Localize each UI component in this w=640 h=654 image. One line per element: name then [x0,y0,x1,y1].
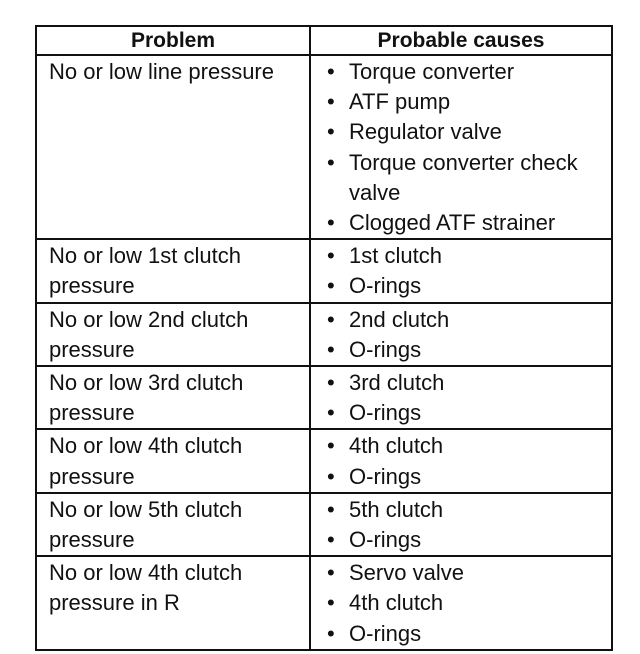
problem-cell: No or low 2nd clutch pressure [36,303,310,366]
cause-item [327,588,607,618]
cause-text: O-rings [349,336,422,362]
bullet-icon: • [327,496,335,522]
cause-item [327,495,607,525]
bullet-icon: • [327,306,335,332]
cause-text: 2nd clutch [349,306,450,332]
table-row [36,429,612,492]
cause-text: O-rings [349,400,422,426]
cause-text: 4th clutch [349,590,444,616]
bullet-icon: • [327,560,335,586]
problem-cell: No or low 4th clutch pressure in R [36,556,310,650]
bullet-icon: • [327,149,335,175]
cause-list [327,368,607,428]
table-row [36,366,612,429]
bullet-icon: • [327,527,335,553]
cause-item [327,335,607,365]
bullet-icon: • [327,620,335,646]
bullet-icon: • [327,370,335,396]
cause-item [327,241,607,271]
header-row [36,26,612,55]
causes-cell [310,55,612,239]
causes-cell [310,303,612,366]
cause-text: Servo valve [349,560,464,586]
table-row [36,239,612,302]
cause-item [327,117,607,147]
cause-text: 5th clutch [349,496,444,522]
causes-cell [310,366,612,429]
cause-text: O-rings [349,273,422,299]
cause-text: Torque converter [349,59,515,84]
table-row [36,303,612,366]
cause-text: 3rd clutch [349,370,445,396]
bullet-icon: • [327,336,335,362]
cause-list [327,57,607,238]
cause-item [327,208,607,238]
cause-item [327,525,607,555]
cause-item [327,619,607,649]
cause-list [327,495,607,555]
causes-cell [310,429,612,492]
bullet-icon: • [327,243,335,269]
table-row [36,55,612,239]
cause-text: Regulator valve [349,119,502,145]
problem-cell: No or low 5th clutch pressure [36,493,310,556]
bullet-icon: • [327,89,335,115]
cause-list [327,558,607,649]
table-row [36,493,612,556]
cause-item [327,558,607,588]
bullet-icon: • [327,119,335,145]
cause-text: O-rings [349,463,422,489]
cause-text: 4th clutch [349,433,444,459]
cause-text: 1st clutch [349,243,442,269]
problem-cell: No or low 4th clutch pressure [36,429,310,492]
troubleshooting-table [35,25,613,651]
cause-item [327,148,607,208]
problem-cell: No or low 1st clutch pressure [36,239,310,302]
bullet-icon: • [327,59,335,84]
cause-item [327,305,607,335]
cause-list [327,305,607,365]
problem-cell: No or low 3rd clutch pressure [36,366,310,429]
cause-text: O-rings [349,620,422,646]
bullet-icon: • [327,273,335,299]
cause-text: O-rings [349,527,422,553]
cause-item [327,57,607,87]
causes-cell [310,239,612,302]
cause-text: Clogged ATF strainer [349,210,556,236]
cause-list [327,431,607,491]
causes-cell [310,493,612,556]
bullet-icon: • [327,590,335,616]
problem-cell: No or low line pressure [36,55,310,239]
table-row [36,556,612,650]
cause-item [327,431,607,461]
cause-item [327,462,607,492]
header-problem: Problem [36,26,310,55]
cause-item [327,368,607,398]
cause-list [327,241,607,301]
cause-item [327,271,607,301]
bullet-icon: • [327,210,335,236]
header-probable-causes: Probable causes [310,26,612,55]
bullet-icon: • [327,433,335,459]
cause-item [327,398,607,428]
bullet-icon: • [327,400,335,426]
bullet-icon: • [327,463,335,489]
cause-item [327,87,607,117]
cause-text: ATF pump [349,89,451,115]
cause-text: Torque converter check valve [349,149,578,205]
causes-cell [310,556,612,650]
